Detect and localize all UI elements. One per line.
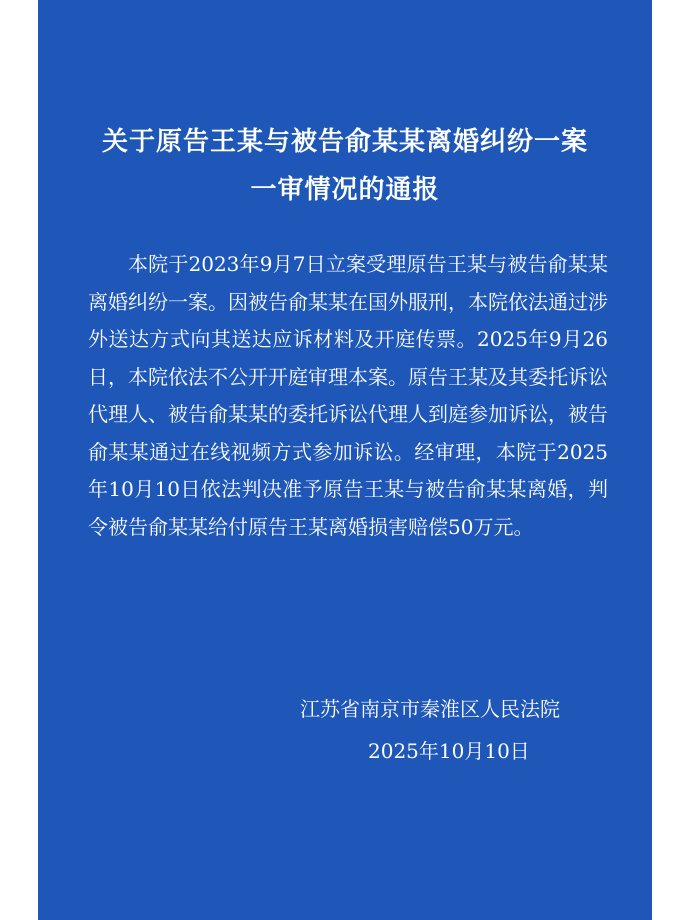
court-name: 江苏省南京市秦淮区人民法院 bbox=[300, 697, 560, 721]
title-line-1: 关于原告王某与被告俞某某离婚纠纷一案 bbox=[101, 127, 588, 157]
notice-date: 2025年10月10日 bbox=[368, 739, 530, 763]
notice-title bbox=[38, 118, 652, 214]
notice-board bbox=[38, 0, 652, 920]
title-line-2: 一审情况的通报 bbox=[250, 175, 440, 205]
notice-body: 本院于2023年9月7日立案受理原告王某与被告俞某某离婚纠纷一案。因被告俞某某在国外服刑，本院依法通过涉外送达方式向其送达应诉材料及开庭传票。2025年9月26日，本院依法不公开开庭审理本案。原告王某及其委托诉讼代理人、被告俞某某的委托诉讼代理人到庭参加诉讼，被告俞某某通过在线视频方式参加诉讼。经审理，本院于2025年10月10日依法判决准予原告王某与被告俞某某离婚，判令被告俞某某给付原告王某离婚损害赔偿50万元。 bbox=[88, 252, 608, 539]
